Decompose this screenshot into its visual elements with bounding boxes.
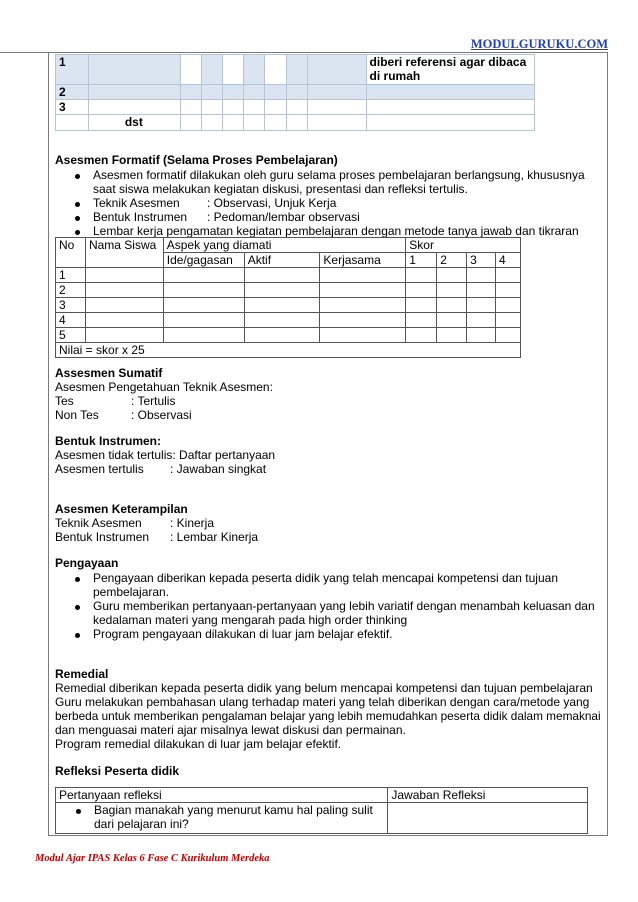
col-skor-3: 3 [467,253,496,268]
keterampilan-teknik-label: Teknik Asesmen [55,516,142,530]
col-skor: Skor [406,238,521,253]
refleksi-title: Refleksi Peserta didik [55,764,180,778]
bentuk-instrumen-title: Bentuk Instrumen: [55,434,162,448]
bullet-icon [75,216,80,221]
formatif-bullet-1: Asesmen formatif dilakukan oleh guru selama proses pembelajaran berlangsung, khususnya saat siswa melakukan kegiatan diskusi, presentasi dan refleksi tertulis. [93,168,585,196]
table-row [56,803,588,834]
score-table [55,237,521,358]
table-header-row [56,788,588,803]
pengayaan-bullet-2: Guru memberikan pertanyaan-pertanyaan yang lebih variatif dengan menambah keluasan dan kedalaman materi yang mengarah pada high order thinking [93,599,595,627]
remedial-title: Remedial [55,667,109,681]
col-pertanyaan: Pertanyaan refleksi [56,788,388,803]
remedial-line-3: berbeda untuk memberikan pengalaman belajar yang lebih memudahkan peserta didik dalam memaknai [55,709,601,723]
row-note: diberi referensi agar dibaca di rumah [366,55,534,85]
row-number: 2 [56,85,89,100]
site-link[interactable]: MODULGURUKU.COM [470,37,608,51]
nilai-formula: Nilai = skor x 25 [56,343,521,358]
remedial-line-4: dan menguasai materi ajar misalnya lewat diskusi dan permainan. [55,723,406,737]
remedial-line-2: Guru melakukan pembahasan ulang terhadap materi yang telah diberikan dengan cara/metode yang [55,695,590,709]
refleksi-answer[interactable] [388,803,588,834]
col-skor-1: 1 [406,253,437,268]
page-footer: Modul Ajar IPAS Kelas 6 Fase C Kurikulum Merdeka [35,853,270,864]
bullet-icon [75,633,80,638]
row-label: dst [88,115,180,131]
row-number: 1 [56,55,89,85]
table-header-row [56,238,521,253]
col-ide: Ide/gagasan [163,253,244,268]
col-kerjasama: Kerjasama [320,253,406,268]
pengayaan-bullet-1: Pengayaan diberikan kepada peserta didik yang telah mencapai kompetensi dan tujuan pembelajaran. [93,571,558,599]
tes-label: Tes [55,394,74,408]
top-table [55,54,535,131]
bullet-icon [76,809,81,814]
table-row: 5 [56,328,521,343]
refleksi-table [55,787,588,834]
tes-value: : Tertulis [131,394,176,408]
table-row: 3 [56,298,521,313]
refleksi-question: Bagian manakah yang menurut kamu hal paling sulit dari pelajaran ini? [56,803,388,834]
nontes-label: Non Tes [55,408,99,422]
col-nama: Nama Siswa [85,238,163,268]
table-row: 1 [56,268,521,283]
bullet-icon [75,230,80,235]
bullet-icon [75,577,80,582]
keterampilan-title: Asesmen Keterampilan [55,502,188,516]
formatif-teknik-value: : Observasi, Unjuk Kerja [207,196,337,210]
col-no: No [56,238,86,268]
col-aktif: Aktif [244,253,320,268]
pengayaan-bullet-3: Program pengayaan dilakukan di luar jam belajar efektif. [93,627,393,641]
table-footer-row [56,343,521,358]
remedial-line-5: Program remedial dilakukan di luar jam belajar efektif. [55,737,342,751]
table-row [56,100,535,115]
nontes-value: : Observasi [131,408,192,422]
col-aspek: Aspek yang diamati [163,238,406,253]
bullet-icon [75,202,80,207]
asesmen-tertulis-value: : Jawaban singkat [170,462,267,476]
col-skor-4: 4 [496,253,521,268]
col-jawaban: Jawaban Refleksi [388,788,588,803]
formatif-teknik: Teknik Asesmen [93,196,180,210]
row-number: 3 [56,100,89,115]
table-row [56,115,535,131]
asesmen-tidak-tertulis: Asesmen tidak tertulis: Daftar pertanyaan [55,448,276,462]
col-skor-2: 2 [437,253,467,268]
table-row: 2 [56,283,521,298]
bullet-icon [75,605,80,610]
sumatif-line: Asesmen Pengetahuan Teknik Asesmen: [55,380,273,394]
formatif-bullet-4: Lembar kerja pengamatan kegiatan pembelajaran dengan metode tanya jawab dan tikraran [93,224,579,238]
keterampilan-bentuk-value: : Lembar Kinerja [170,530,259,544]
keterampilan-teknik-value: : Kinerja [170,516,215,530]
remedial-line-1: Remedial diberikan kepada peserta didik yang belum mencapai kompetensi dan tujuan pembelajaran [55,681,593,695]
bullet-icon [75,174,80,179]
table-row [56,85,535,100]
sumatif-title: Assesmen Sumatif [55,366,163,380]
formatif-bentuk: Bentuk Instrumen [93,210,188,224]
page-border-bottom [48,835,608,836]
keterampilan-bentuk-label: Bentuk Instrumen [55,530,150,544]
formatif-bentuk-value: : Pedoman/lembar observasi [207,210,360,224]
formatif-title: Asesmen Formatif (Selama Proses Pembelajaran) [55,153,338,167]
table-row: 4 [56,313,521,328]
table-row [56,55,535,85]
page-border-right [607,52,608,835]
pengayaan-title: Pengayaan [55,556,119,570]
page-border-top [0,52,608,53]
asesmen-tertulis-label: Asesmen tertulis [55,462,144,476]
page-border-left [48,52,49,835]
